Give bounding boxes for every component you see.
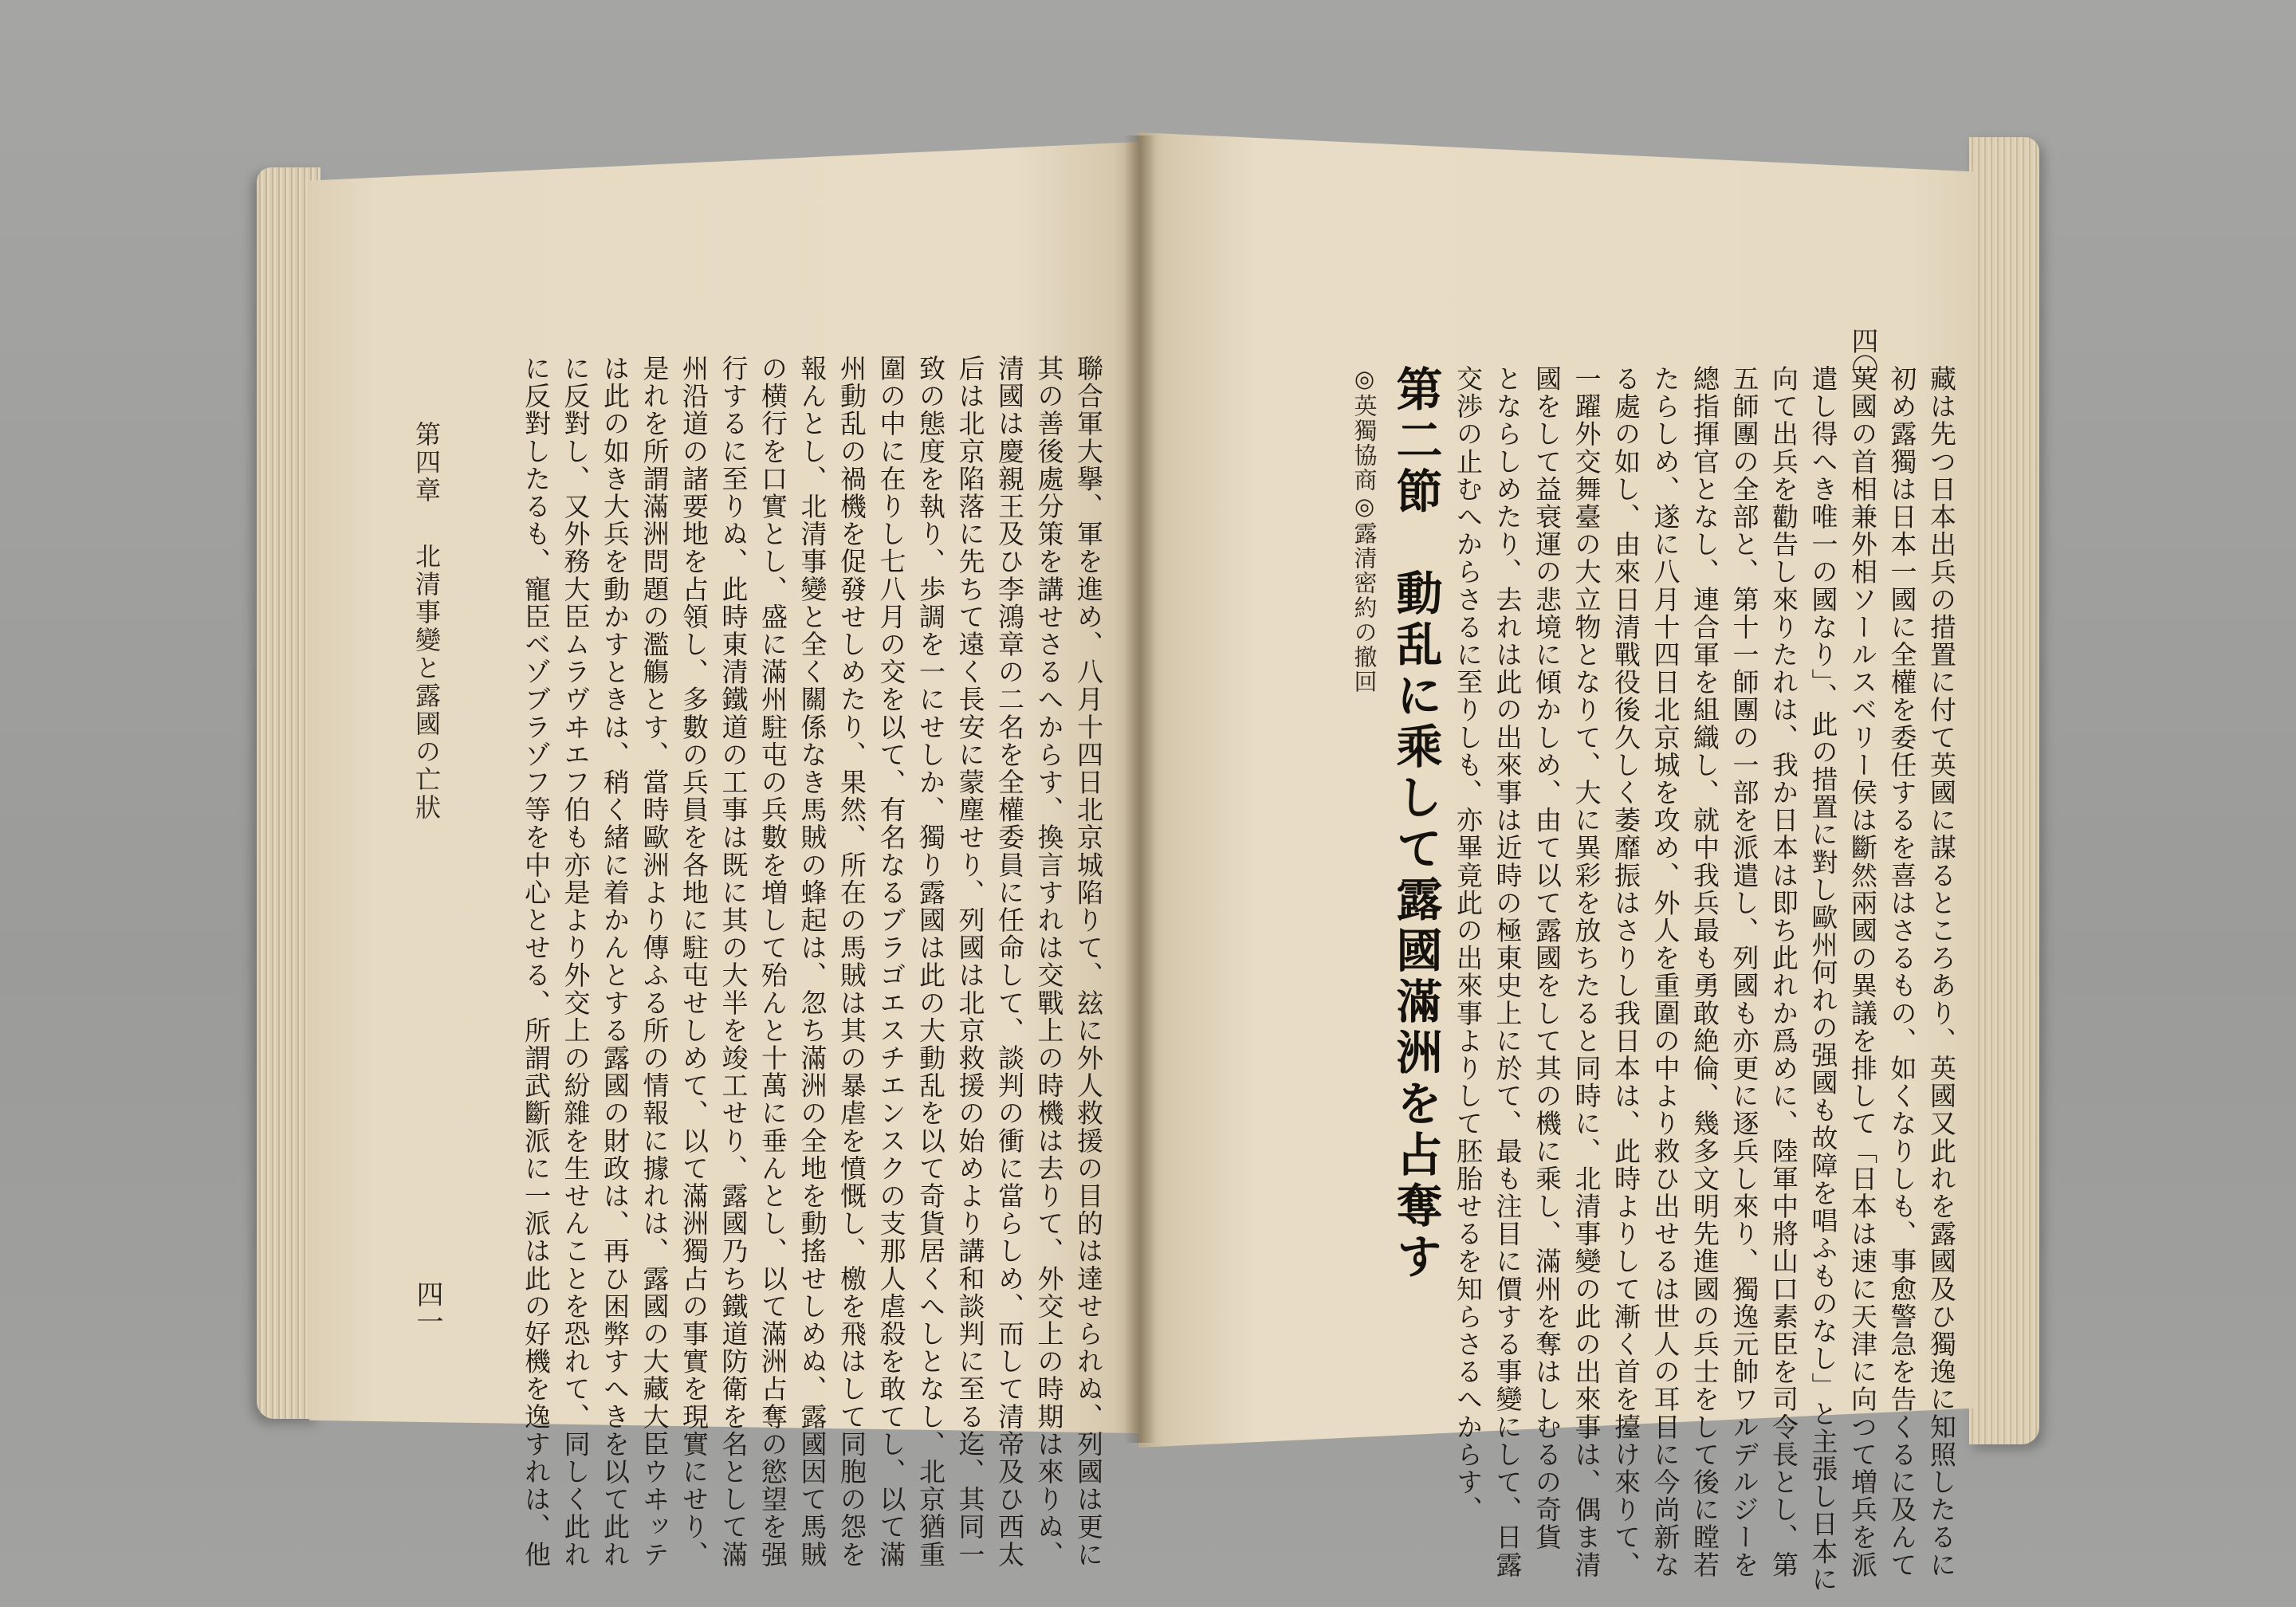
text-column: 是れを所謂滿洲問題の濫觴とす、當時歐洲より傳ふる所の情報に據れは、露國の大藏大臣ウヰッテ bbox=[639, 355, 670, 1569]
page-number-left: 四一 bbox=[411, 1280, 443, 1334]
right-page-body bbox=[1164, 365, 1961, 1593]
text-column: 遣し得へき唯一の國なり」、此の措置に對し歐州何れの强國も故障を唱ふものなし」と主張し日本に bbox=[1807, 365, 1839, 1593]
text-column: 五師團の全部と、第十一師團の一部を派遣し、列國も亦更に逐兵し來り、獨逸元帥ワルデルジーを bbox=[1728, 365, 1760, 1579]
left-page-body bbox=[446, 355, 1108, 1569]
text-column: 州動乱の禍機を促發せしめたり、果然、所在の馬賊は其の暴虐を憤慨し、檄を飛はして同胞の怨を bbox=[836, 355, 867, 1569]
text-column: 行するに至りぬ、此時東清鐵道の工事は既に其の大半を竣工せり、露國乃ち鐵道防衛を名として滿 bbox=[718, 355, 749, 1569]
text-column: 報んとし、北清事變と全く關係なき馬賊の蜂起は、忽ち滿洲の全地を動搖せしめぬ、露國因て馬賊 bbox=[796, 355, 828, 1569]
running-head-title: 北清事變と露國の亡狀 bbox=[411, 543, 442, 822]
text-column: 藏は先つ日本出兵の措置に付て英國に謀るところあり、英國又此れを露國及ひ獨逸に知照したるに bbox=[1926, 365, 1957, 1579]
text-column: に反對したるも、寵臣ベゾブラゾフ等を中心とせる、所謂武斷派に一派は此の好機を逸すれは、他 bbox=[521, 355, 552, 1569]
page-number-right: 四〇 bbox=[1846, 327, 1878, 381]
text-column: 初め露獨は日本一國に全權を委任するを喜はさるもの、如くなりしも、事愈警急を告くるに及んて bbox=[1886, 365, 1918, 1579]
text-column: 交渉の止むへからさるに至りしも、亦畢竟此の出來事よりして胚胎せるを知らさるへからす、 bbox=[1453, 365, 1484, 1524]
running-head-chapter: 第四章 bbox=[411, 421, 442, 505]
book-page-edges-right bbox=[1969, 137, 2039, 1444]
text-column: 后は北京陷落に先ちて遠く長安に蒙塵せり、列國は北京救援の始めより講和談判に至る迄、其同一 bbox=[954, 355, 986, 1569]
running-head bbox=[408, 421, 445, 822]
text-column: とならしめたり、去れは此の出來事は近時の極東史上に於て、最も注目に價する事變にして、日露 bbox=[1492, 365, 1523, 1579]
text-column: の横行を口實とし、盛に滿州駐屯の兵數を増して殆んと十萬に垂んとし、以て滿洲占奪の慾望を强 bbox=[757, 355, 788, 1569]
text-column: 致の態度を執り、歩調を一にせしか、獨り露國は此の大動乱を以て奇貨居くへしとなし、北京猶重 bbox=[915, 355, 946, 1569]
text-column: 清國は慶親王及ひ李鴻章の二名を全權委員に任命して、談判の衝に當らしめ、而して清帝及ひ西太 bbox=[994, 355, 1025, 1569]
text-column: 州沿道の諸要地を占領し、多數の兵員を各地に駐屯せしめて、以て滿洲獨占の事實を現實にせり、 bbox=[678, 355, 710, 1569]
text-column: は此の如き大兵を動かすときは、稍く緒に着かんとする露國の財政は、再ひ困弊すへきを以て此れ bbox=[600, 355, 631, 1569]
text-column: 向て出兵を勸告し來りたれは、我か日本は即ち此れか爲めに、陸軍中將山口素臣を司令長とし、第 bbox=[1768, 365, 1799, 1579]
text-column: 國をして益衰運の悲境に傾かしめ、由て以て露國をして其の機に乘し、滿州を奪はしむるの奇貨 bbox=[1531, 365, 1563, 1551]
text-column: 聯合軍大擧、軍を進め、八月十四日北京城陷りて、玆に外人救援の目的は達せられぬ、列國は更に bbox=[1073, 355, 1104, 1569]
section-subtitle: ◎英獨協商◎露清密約の撤回 bbox=[1350, 365, 1378, 694]
text-column: 圍の中に在りし七八月の交を以て、有名なるブラゴエスチエンスクの支那人虐殺を敢てし、以て滿 bbox=[875, 355, 907, 1569]
section-heading: 第二節 動乱に乘して露國滿洲を占奪す bbox=[1388, 365, 1443, 1283]
text-column: る處の如し、由來日清戰役後久しく萎靡振はさりし我日本は、此時よりして漸く首を擡け來りて、 bbox=[1610, 365, 1641, 1579]
text-column: たらしめ、遂に八月十四日北京城を攻め、外人を重圍の中より救ひ出せるは世人の耳目に今尚新な bbox=[1649, 365, 1681, 1579]
text-column: 英國の首相兼外相ソールスベリー侯は斷然兩國の異議を排して「日本は速に天津に向つて増兵を派 bbox=[1847, 365, 1878, 1579]
text-column: に反對し、又外務大臣ムラヴヰエフ伯も亦是より外交上の紛雜を生せんことを恐れて、同しく此れ bbox=[560, 355, 592, 1569]
text-column: 一躍外交舞臺の大立物となりて、大に異彩を放ちたると同時に、北清事變の此の出來事は、偶ま清 bbox=[1571, 365, 1602, 1579]
book-gutter bbox=[1124, 136, 1156, 1443]
text-column: 其の善後處分策を講せさるへからす、換言すれは交戰上の時機は去りて、外交上の時期は來りぬ、 bbox=[1033, 355, 1065, 1569]
text-column: 總指揮官となし、連合軍を組織し、就中我兵最も勇敢絶倫、幾多文明先進國の兵士をして後に瞠若 bbox=[1689, 365, 1720, 1579]
